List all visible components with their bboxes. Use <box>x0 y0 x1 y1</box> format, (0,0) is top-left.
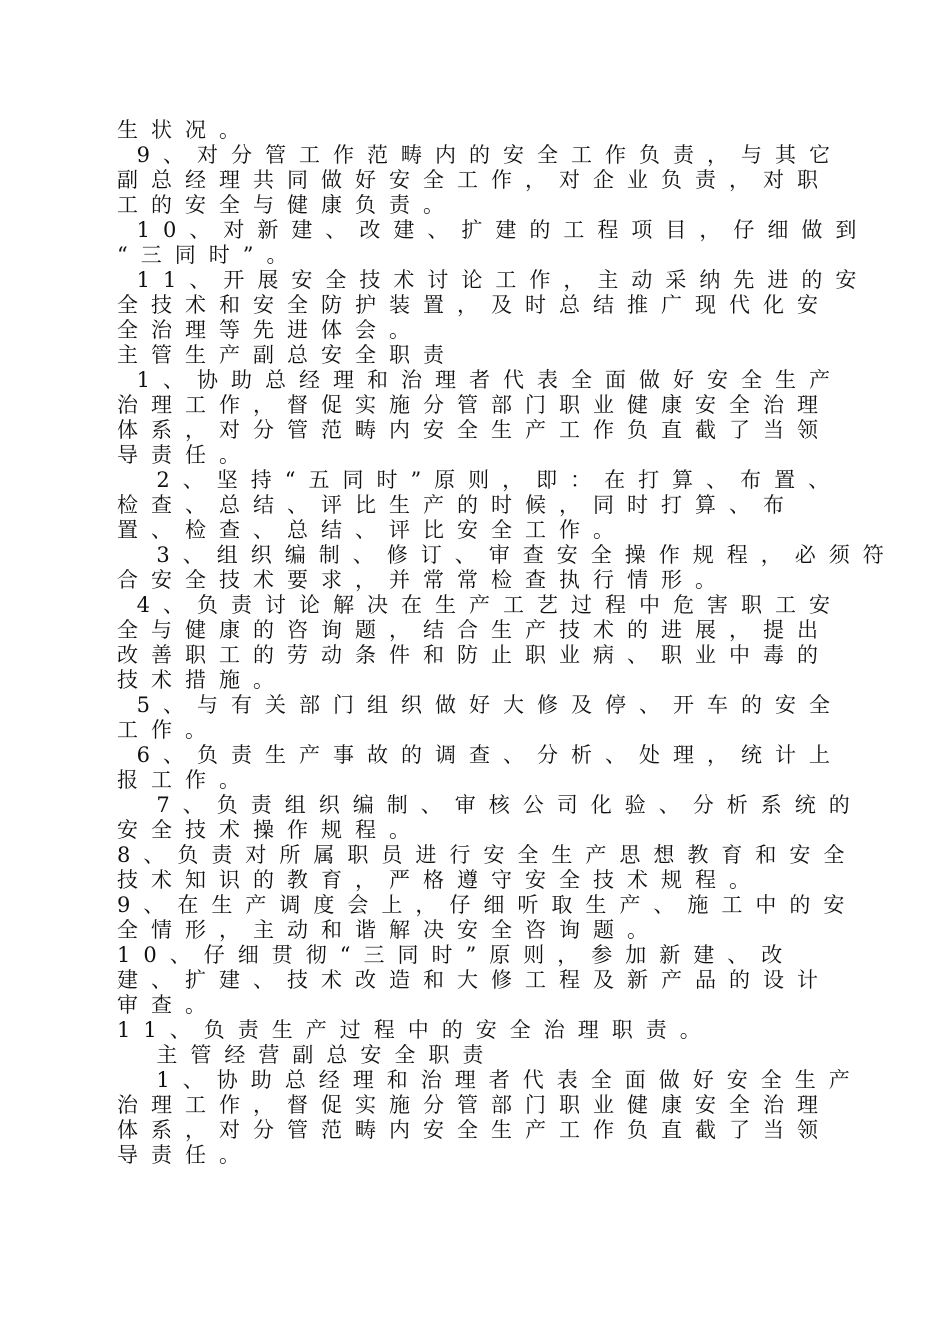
text-line: 全治理等先进体会。 <box>117 318 423 342</box>
text-line: 导责任。 <box>117 443 253 467</box>
text-line: 全与健康的咨询题，结合生产技术的进展，提出 <box>117 618 831 642</box>
text-line: 报工作。 <box>117 768 253 792</box>
text-line: 5、与有关部门组织做好大修及停、开车的安全 <box>117 693 844 717</box>
text-line: 建、扩建、技术改造和大修工程及新产品的设计 <box>117 968 831 992</box>
text-line: 8、负责对所属职员进行安全生产思想教育和安全 <box>117 843 858 867</box>
text-line: 审查。 <box>117 993 219 1017</box>
document-body <box>117 118 897 1168</box>
text-line: 治理工作，督促实施分管部门职业健康安全治理 <box>117 1093 831 1117</box>
text-line: 10、仔细贯彻“三同时”原则，参加新建、改 <box>117 943 796 967</box>
text-line: 全技术和安全防护装置，及时总结推广现代化安 <box>117 293 831 317</box>
text-line: 技术措施。 <box>117 668 287 692</box>
text-line: 工的安全与健康负责。 <box>117 193 457 217</box>
text-line: 置、检查、总结、评比安全工作。 <box>117 518 627 542</box>
text-line: 生状况。 <box>117 118 253 142</box>
text-line: 技术知识的教育，严格遵守安全技术规程。 <box>117 868 763 892</box>
text-line: 4、负责讨论解决在生产工艺过程中危害职工安 <box>117 593 844 617</box>
text-line: 9、在生产调度会上，仔细听取生产、施工中的安 <box>117 893 858 917</box>
text-line: 9、对分管工作范畴内的安全工作负责，与其它 <box>117 143 844 167</box>
text-line: 11、负责生产过程中的安全治理职责。 <box>117 1018 714 1042</box>
text-line: 导责任。 <box>117 1143 253 1167</box>
text-line: 合安全技术要求，并常常检查执行情形。 <box>117 568 729 592</box>
text-line: 11、开展安全技术讨论工作，主动采纳先进的安 <box>117 268 870 292</box>
text-line: 改善职工的劳动条件和防止职业病、职业中毒的 <box>117 643 831 667</box>
text-line: 主管生产副总安全职责 <box>117 343 457 367</box>
text-line: 7、负责组织编制、审核公司化验、分析系统的 <box>117 793 863 817</box>
text-line: 治理工作，督促实施分管部门职业健康安全治理 <box>117 393 831 417</box>
text-line: 1、协助总经理和治理者代表全面做好安全生产 <box>117 368 844 392</box>
text-line: 10、对新建、改建、扩建的工程项目，仔细做到 <box>117 218 870 242</box>
text-line: 工作。 <box>117 718 219 742</box>
text-line: 检查、总结、评比生产的时候，同时打算、布 <box>117 493 797 517</box>
text-line: 副总经理共同做好安全工作，对企业负责，对职 <box>117 168 831 192</box>
text-line: 体系，对分管范畴内安全生产工作负直截了当领 <box>117 418 831 442</box>
text-line: 安全技术操作规程。 <box>117 818 423 842</box>
text-line: 2、坚持“五同时”原则，即：在打算、布置、 <box>117 468 843 492</box>
text-line: “三同时”。 <box>117 243 301 267</box>
text-line: 1、协助总经理和治理者代表全面做好安全生产 <box>117 1068 863 1092</box>
text-line: 主管经营副总安全职责 <box>117 1043 497 1067</box>
text-line: 3、组织编制、修订、审查安全操作规程，必须符 <box>117 543 897 567</box>
text-line: 全情形，主动和谐解决安全咨询题。 <box>117 918 661 942</box>
text-line: 6、负责生产事故的调查、分析、处理，统计上 <box>117 743 844 767</box>
text-line: 体系，对分管范畴内安全生产工作负直截了当领 <box>117 1118 831 1142</box>
